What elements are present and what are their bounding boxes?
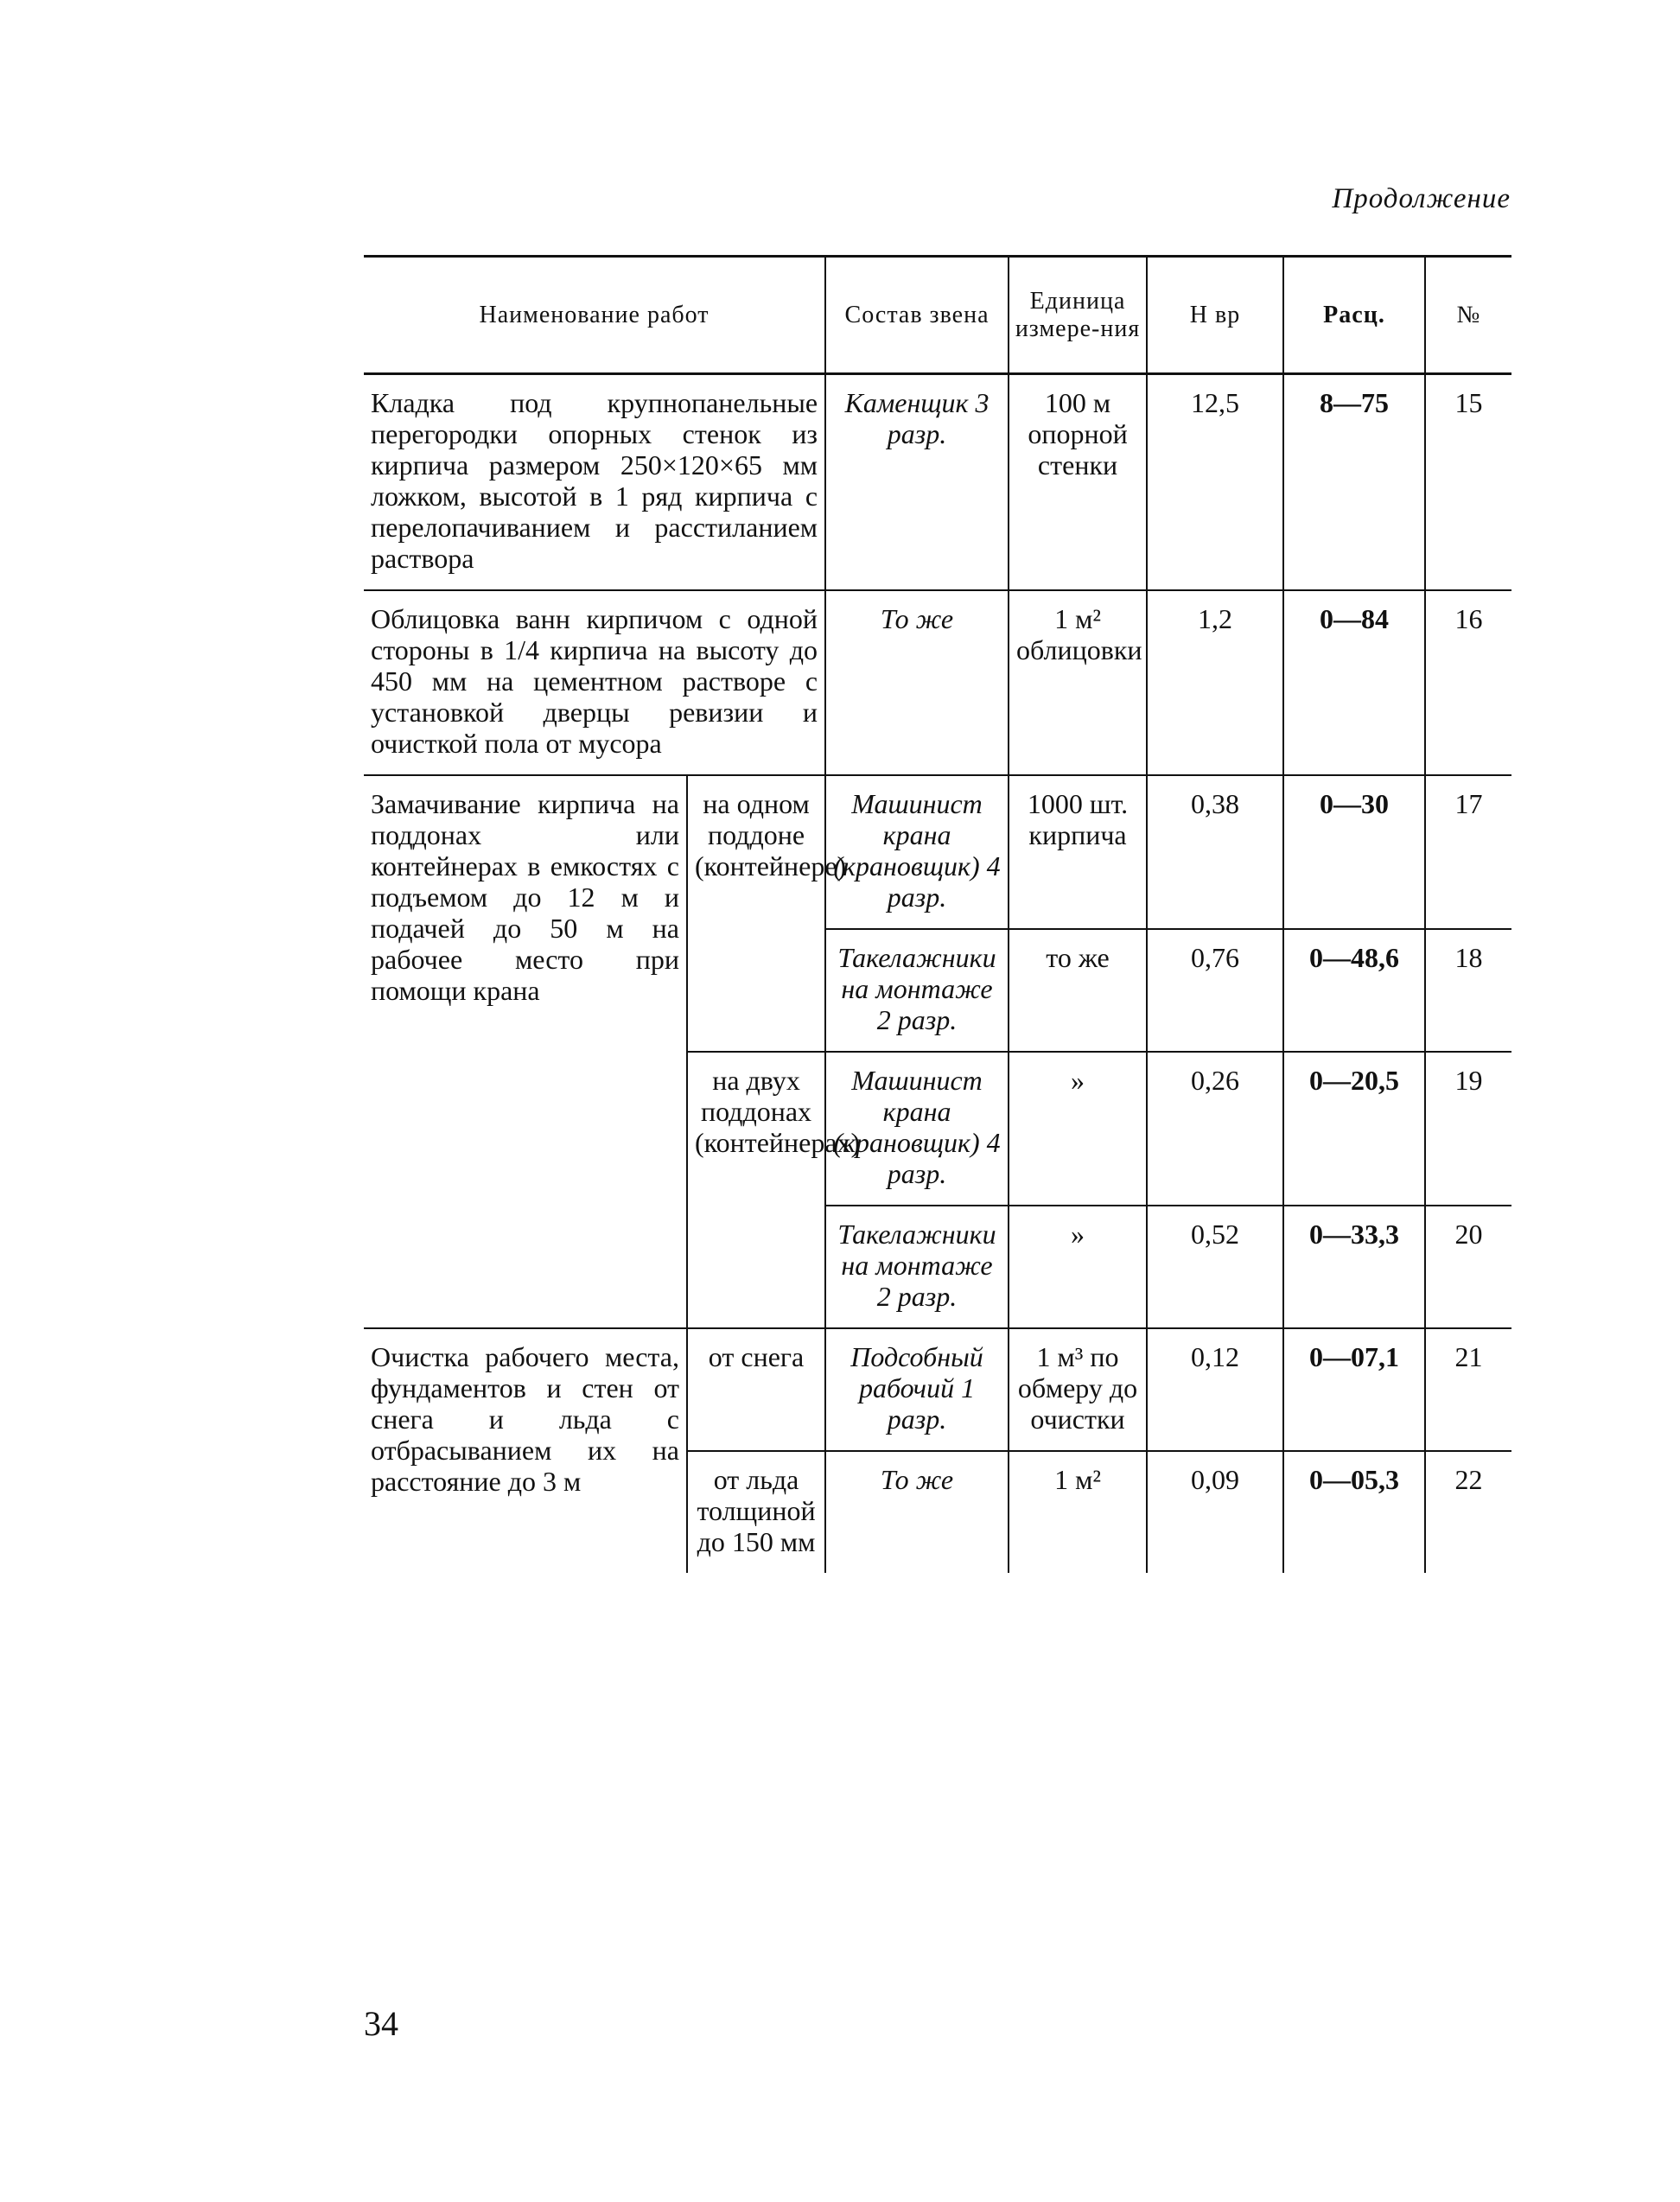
table-row — [364, 590, 1511, 775]
continuation-label: Продолжение — [1332, 183, 1511, 214]
norms-table — [364, 255, 1511, 1573]
table-row — [364, 374, 1511, 591]
work-description: Облицовка ванн кирпичом с одной стороны в 1/4 кирпича на высоту до 450 мм на цементном растворе с установкой дверцы ревизии и очисткой пола от мусора — [364, 590, 825, 775]
measurement-unit: то же — [1009, 929, 1147, 1052]
table-header-row — [364, 257, 1511, 374]
row-number: 17 — [1425, 775, 1511, 929]
row-number: 18 — [1425, 929, 1511, 1052]
crew-composition: Подсобный рабочий 1 разр. — [825, 1328, 1009, 1451]
work-description: Кладка под крупнопанельные перегородки опорных стенок из кирпича размером 250×120×65 мм ложком, высотой в 1 ряд кирпича с перелопачиванием и расстиланием раствора — [364, 374, 825, 591]
header-rate: Расц. — [1283, 257, 1425, 374]
measurement-unit: 1000 шт. кирпича — [1009, 775, 1147, 929]
row-number: 15 — [1425, 374, 1511, 591]
norm-time: 0,09 — [1147, 1451, 1283, 1573]
crew-composition: Машинист крана (крановщик) 4 разр. — [825, 775, 1009, 929]
header-norm-time: Н вр — [1147, 257, 1283, 374]
norm-time: 0,76 — [1147, 929, 1283, 1052]
page-number: 34 — [364, 2004, 398, 2043]
rate: 8—75 — [1283, 374, 1425, 591]
header-work: Наименование работ — [364, 257, 825, 374]
rate: 0—30 — [1283, 775, 1425, 929]
norm-time: 0,12 — [1147, 1328, 1283, 1451]
measurement-unit: » — [1009, 1206, 1147, 1328]
measurement-unit: 1 м² облицовки — [1009, 590, 1147, 775]
crew-composition: Машинист крана (крановщик) 4 разр. — [825, 1052, 1009, 1206]
crew-composition: Такелажники на монтаже 2 разр. — [825, 1206, 1009, 1328]
measurement-unit: » — [1009, 1052, 1147, 1206]
measurement-unit: 1 м² — [1009, 1451, 1147, 1573]
rate: 0—48,6 — [1283, 929, 1425, 1052]
rate: 0—05,3 — [1283, 1451, 1425, 1573]
rate: 0—20,5 — [1283, 1052, 1425, 1206]
header-crew: Состав звена — [825, 257, 1009, 374]
table-row — [364, 775, 1511, 929]
row-number: 19 — [1425, 1052, 1511, 1206]
crew-composition: Каменщик 3 разр. — [825, 374, 1009, 591]
norm-time: 1,2 — [1147, 590, 1283, 775]
crew-composition: То же — [825, 1451, 1009, 1573]
row-number: 21 — [1425, 1328, 1511, 1451]
rate: 0—84 — [1283, 590, 1425, 775]
header-unit: Единица измере-ния — [1009, 257, 1147, 374]
row-number: 22 — [1425, 1451, 1511, 1573]
norm-time: 0,26 — [1147, 1052, 1283, 1206]
crew-composition: То же — [825, 590, 1009, 775]
work-description: Очистка рабочего места, фундаментов и стен от снега и льда с отбрасыванием их на расстояние до 3 м — [364, 1328, 687, 1573]
crew-composition: Такелажники на монтаже 2 разр. — [825, 929, 1009, 1052]
row-number: 16 — [1425, 590, 1511, 775]
measurement-unit: 100 м опорной стенки — [1009, 374, 1147, 591]
rate: 0—33,3 — [1283, 1206, 1425, 1328]
norm-time: 0,38 — [1147, 775, 1283, 929]
row-number: 20 — [1425, 1206, 1511, 1328]
header-number: № — [1425, 257, 1511, 374]
work-subtype: на двух поддонах (контейнерах) — [687, 1052, 825, 1328]
work-subtype: на одном поддоне (контейнере) — [687, 775, 825, 1052]
measurement-unit: 1 м³ по обмеру до очистки — [1009, 1328, 1147, 1451]
norm-time: 0,52 — [1147, 1206, 1283, 1328]
work-description: Замачивание кирпича на поддонах или контейнерах в емкостях с подъемом до 12 м и подачей до 50 м на рабочее место при помощи крана — [364, 775, 687, 1328]
work-subtype: от снега — [687, 1328, 825, 1451]
table-row — [364, 1328, 1511, 1451]
norm-time: 12,5 — [1147, 374, 1283, 591]
rate: 0—07,1 — [1283, 1328, 1425, 1451]
work-subtype: от льда толщиной до 150 мм — [687, 1451, 825, 1573]
